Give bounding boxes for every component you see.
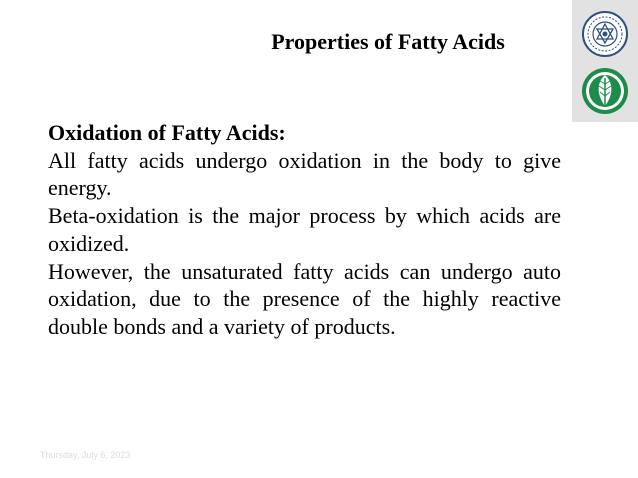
slide-title: Properties of Fatty Acids xyxy=(271,29,505,54)
green-leaf-emblem-icon xyxy=(580,66,630,116)
footer-date: Thursday, July 6, 2023 xyxy=(40,450,131,460)
institution-emblem-icon xyxy=(581,10,629,58)
body-paragraph: Beta-oxidation is the major process by which acids are oxidized. xyxy=(48,203,561,256)
body-paragraph: All fatty acids undergo oxidation in the body to give energy. xyxy=(48,147,561,201)
slide-subheading: Oxidation of Fatty Acids: xyxy=(48,120,286,145)
body-paragraph: However, the unsaturated fatty acids can undergo auto oxidation, due to the presence of the highly reactive double bonds and a variety of products. xyxy=(48,258,561,339)
slide-body xyxy=(48,119,561,341)
logo-panel xyxy=(572,0,638,122)
